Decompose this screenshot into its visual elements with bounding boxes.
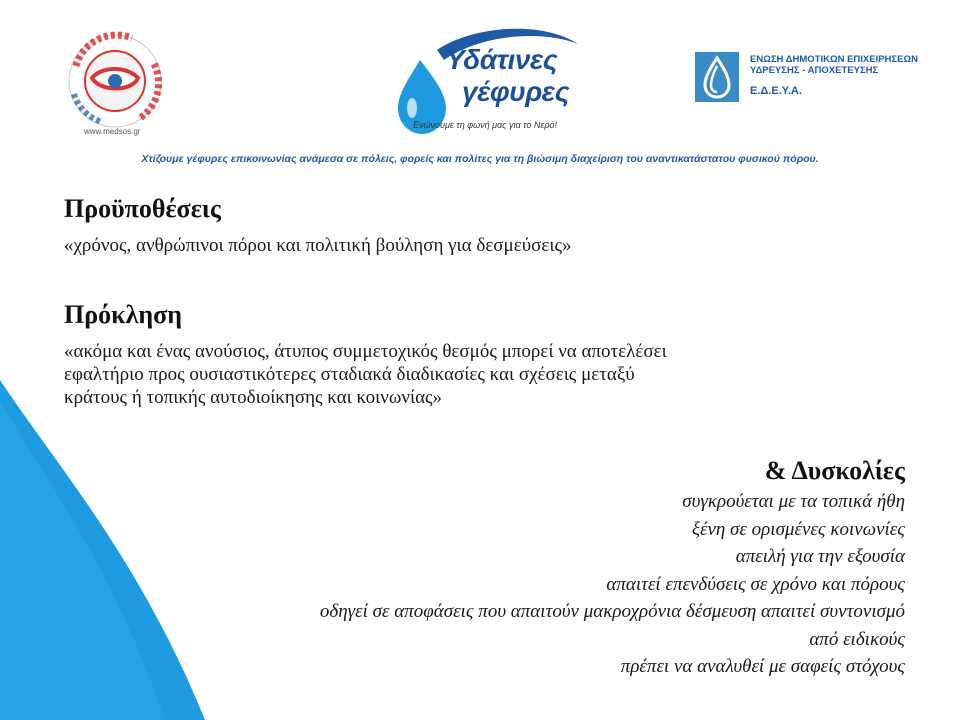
prerequisites-heading: Προϋποθέσεις [64,194,221,223]
water-logo-title-line2: γέφυρες [462,76,569,107]
challenge-text [64,340,667,409]
challenge-line: κράτους ή τοπικής αυτοδιοίκησης και κοινωνίας» [64,387,443,408]
medsos-logo [62,26,172,142]
challenge-line: «ακόμα και ένας ανούσιος, άτυπος συμμετοχικός θεσμός μπορεί να αποτελέσει [64,341,667,362]
medsos-url: www.medsos.gr [84,127,141,136]
prerequisites-text: «χρόνος, ανθρώπινοι πόροι και πολιτική βούληση για δεσμεύσεις» [64,235,572,256]
difficulty-item: πρέπει να αναλυθεί με σαφείς στόχους [620,656,905,677]
difficulty-item: ξένη σε ορισμένες κοινωνίες [691,518,905,540]
difficulty-item: συγκρούεται με τα τοπικά ήθη [682,491,905,512]
difficulties-heading: & Δυσκολίες [764,456,905,485]
edeya-line1: ΕΝΩΣΗ ΔΗΜΟΤΙΚΩΝ ΕΠΙΧΕΙΡΗΣΕΩΝ [750,54,918,65]
challenge-heading: Πρόκληση [64,300,183,329]
difficulties-list [320,488,905,681]
tagline: Χτίζουμε γέφυρες επικοινωνίας ανάμεσα σε πόλεις, φορείς και πολίτες για τη βιώσιμη διαχείριση του αναντικατάστατου φυσικού πόρου. [141,153,819,165]
difficulties-block [320,456,905,681]
water-logo-title-line1: Υδάτινες [446,44,558,75]
difficulty-item: απαιτεί επενδύσεις σε χρόνο και πόρους [606,573,905,595]
edeya-abbreviation: Ε.Δ.Ε.Υ.Α. [750,85,802,97]
edeya-logo-mark [695,52,739,102]
edeya-line2: ΥΔΡΕΥΣΗΣ - ΑΠΟΧΕΤΕΥΣΗΣ [750,65,879,76]
water-logo-slogan: Ενώνουμε τη φωνή μας για το Νερό! [413,120,558,130]
edeya-logo-text [750,54,918,76]
water-drop-icon [695,52,739,102]
challenge-line: εφαλτήριο προς ουσιαστικότερες σταδιακά διαδικασίες και σχέσεις μεταξύ [64,364,635,385]
difficulty-item: οδηγεί σε αποφάσεις που απαιτούν μακροχρόνια δέσμευση απαιτεί συντονισμό [319,601,905,622]
difficulty-item: από ειδικούς [809,628,905,650]
difficulty-item: απειλή για την εξουσία [735,546,905,567]
